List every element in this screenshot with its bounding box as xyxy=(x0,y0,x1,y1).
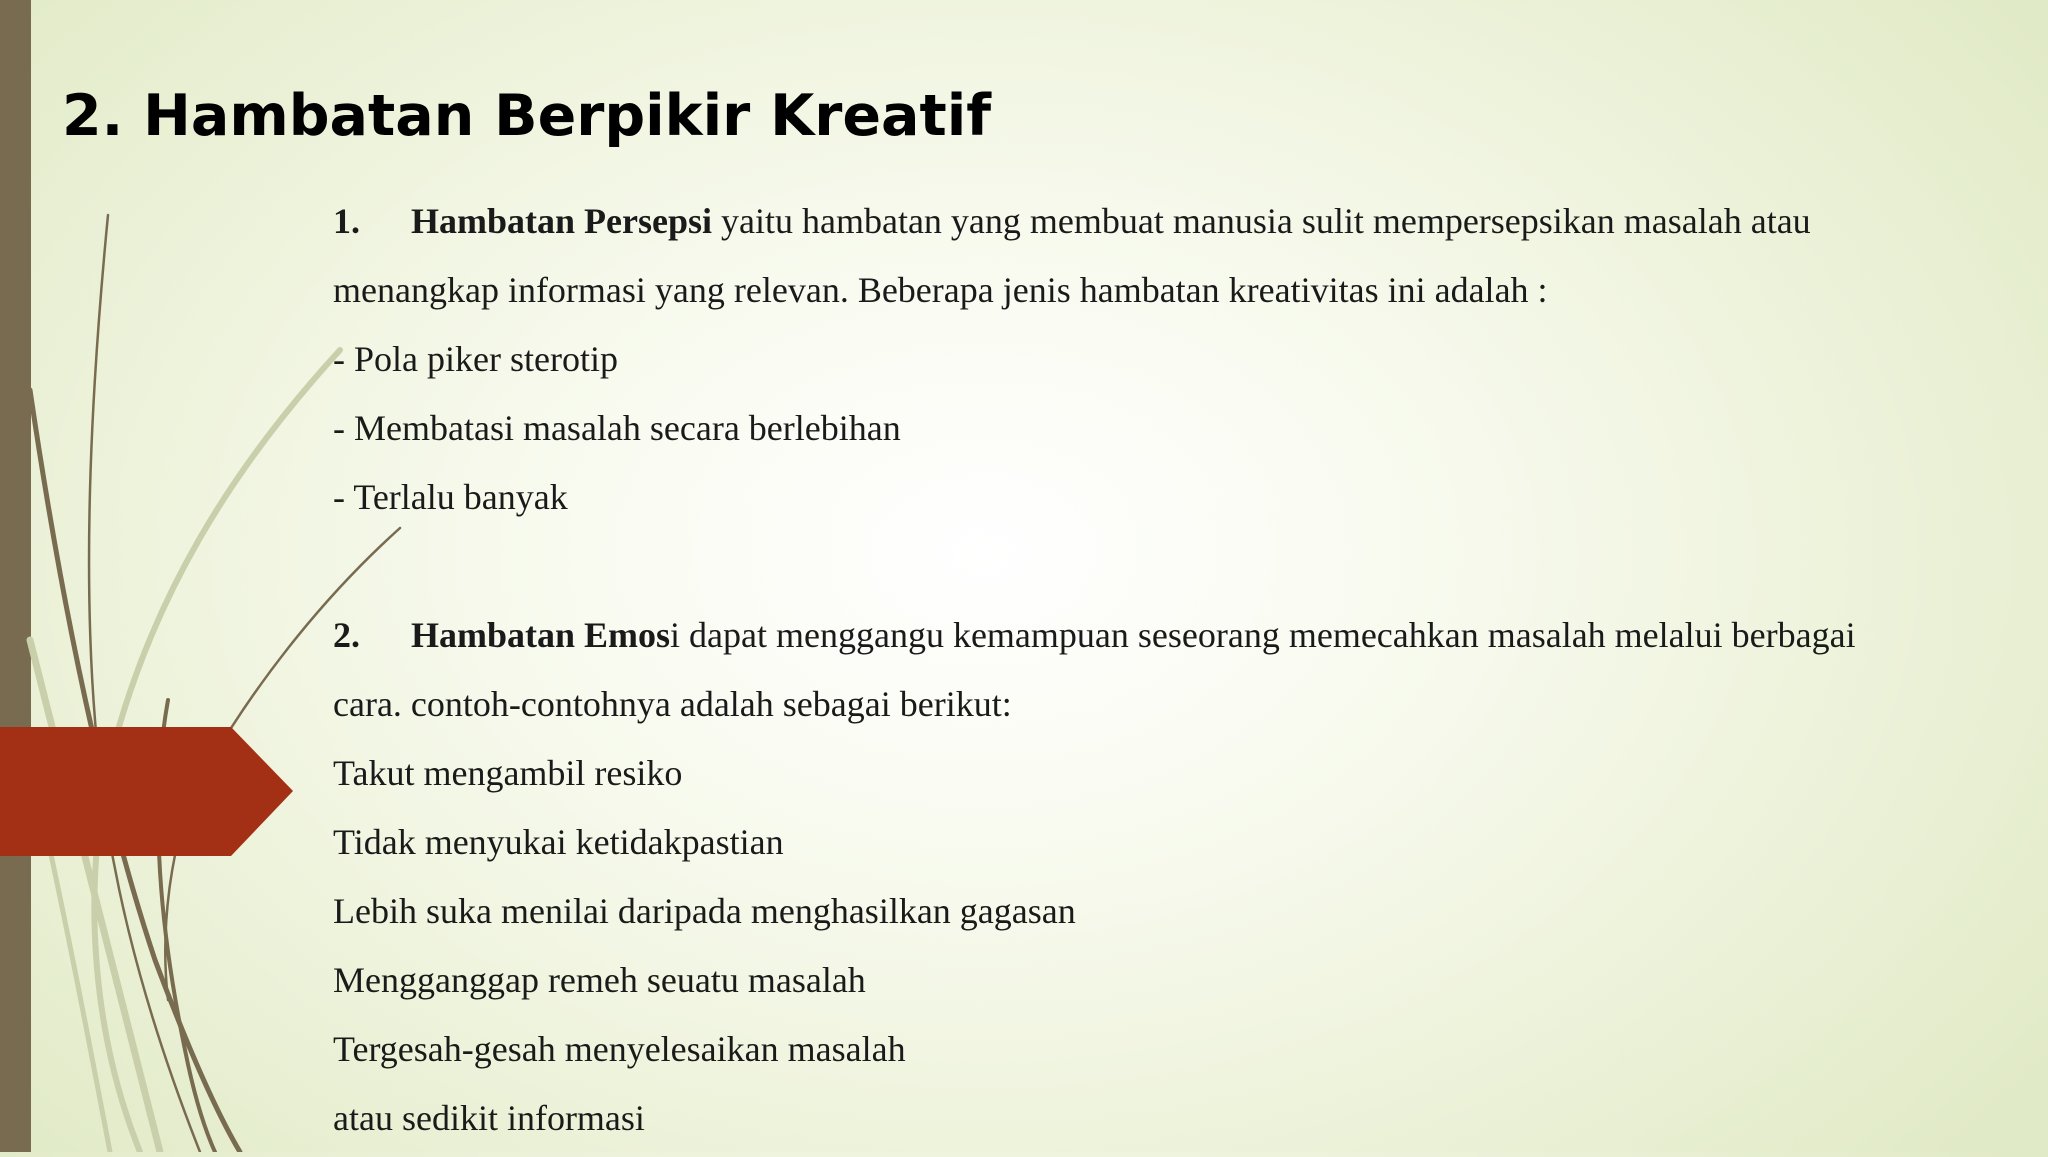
section2-item: Tergesah-gesah menyelesaikan masalah xyxy=(333,1029,906,1069)
section2-item: Tidak menyukai ketidakpastian xyxy=(333,822,784,862)
section1-number: 1. xyxy=(333,201,360,241)
section2-intro-line2: cara. contoh-contohnya adalah sebagai berikut: xyxy=(333,684,1012,724)
section2-item: Lebih suka menilai daripada menghasilkan gagasan xyxy=(333,891,1076,931)
section2-number: 2. xyxy=(333,615,360,655)
slide-title: 2. Hambatan Berpikir Kreatif xyxy=(62,83,992,149)
slide-body xyxy=(333,191,2013,1157)
section2-item: Mengganggap remeh seuatu masalah xyxy=(333,960,866,1000)
section2-term: Hambatan Emos xyxy=(411,615,671,655)
section1-item: - Membatasi masalah secara berlebihan xyxy=(333,408,901,448)
section1-item: - Terlalu banyak xyxy=(333,477,568,517)
section2-intro-line1 xyxy=(333,605,2013,674)
section1-intro-line1 xyxy=(333,191,2013,260)
section2-intro-text: i dapat menggangu kemampuan seseorang memecahkan masalah melalui berbagai xyxy=(670,615,1856,655)
curve-thin-1 xyxy=(89,215,200,1152)
section2-item: atau sedikit informasi xyxy=(333,1098,645,1138)
section1-intro-line2: menangkap informasi yang relevan. Beberapa jenis hambatan kreativitas ini adalah : xyxy=(333,270,1548,310)
section1-intro-text: yaitu hambatan yang membuat manusia sulit mempersepsikan masalah atau xyxy=(712,201,1811,241)
section1-term: Hambatan Persepsi xyxy=(411,201,712,241)
arrow-tab xyxy=(0,727,293,856)
section2-item: Takut mengambil resiko xyxy=(333,753,683,793)
section-spacer xyxy=(333,536,2013,605)
section1-item: - Pola piker sterotip xyxy=(333,339,618,379)
